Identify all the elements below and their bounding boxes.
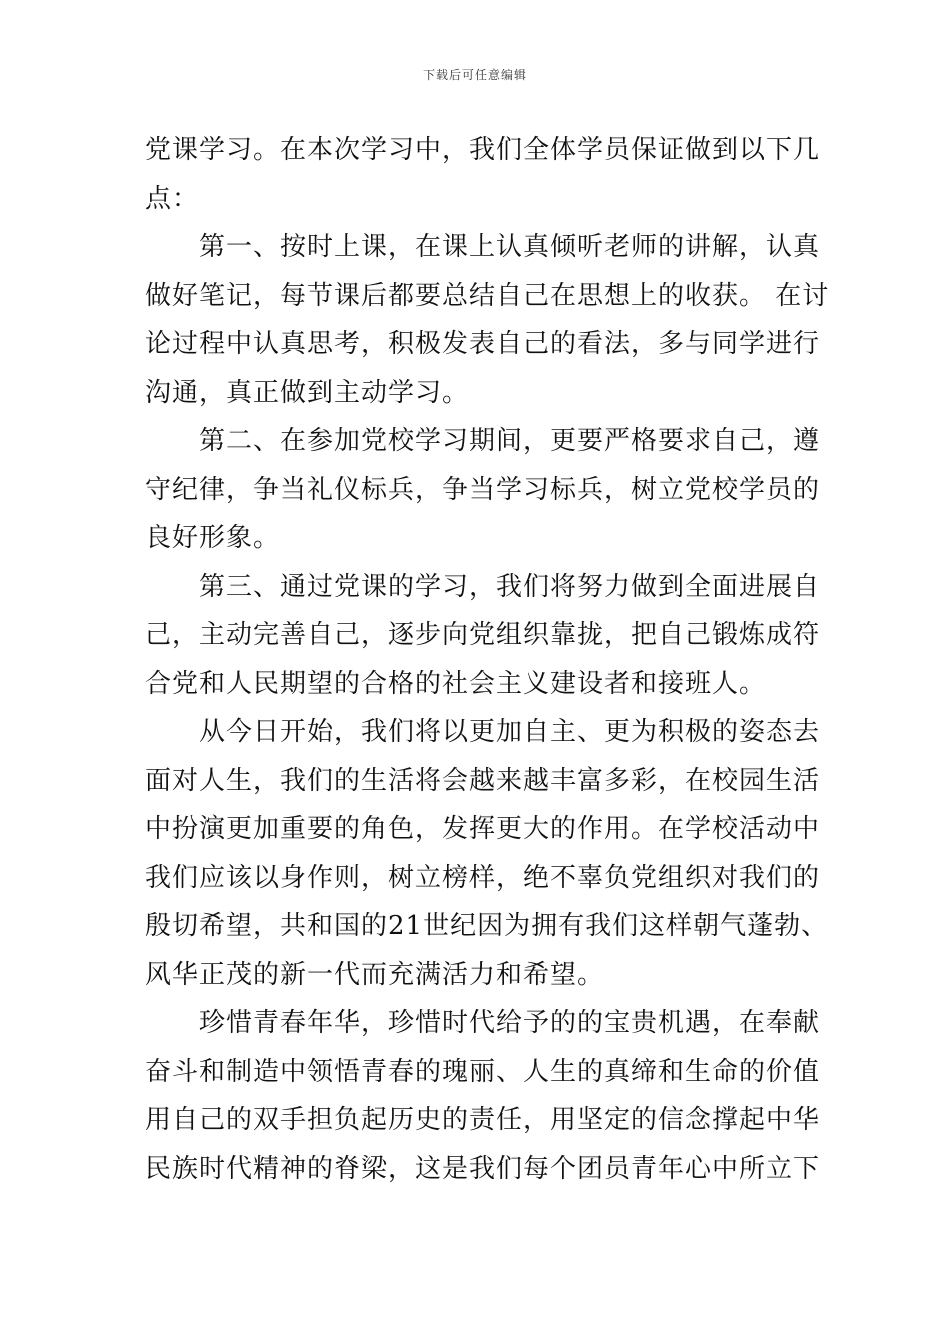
text-line: 奋斗和制造中领悟青春的瑰丽、人生的真缔和生命的价值 — [145, 1056, 821, 1087]
paragraph-4 — [145, 563, 821, 709]
text-line: 殷切希望，共和国的21世纪因为拥有我们这样朝气蓬勃、 — [145, 911, 829, 941]
text-line: 从今日开始，我们将以更加自主、更为积极的姿态去 — [199, 717, 821, 747]
text-line: 我们应该以身作则，树立榜样，绝不辜负党组织对我们的 — [145, 862, 821, 893]
text-line: 良好形象。 — [145, 523, 281, 553]
text-line: 用自己的双手担负起历史的责任，用坚定的信念撑起中华 — [145, 1105, 821, 1135]
text-line: 面对人生，我们的生活将会越来越丰富多彩，在校园生活 — [145, 765, 821, 796]
text-line: 第三、通过党课的学习，我们将努力做到全面进展自 — [199, 571, 821, 602]
paragraph-3 — [145, 417, 821, 563]
text-line: 风华正茂的新一代而充满活力和希望。 — [145, 959, 605, 990]
text-line: 合党和人民期望的合格的社会主义建设者和接班人。 — [145, 668, 767, 699]
page-header: 下载后可任意编辑 — [422, 68, 527, 82]
paragraph-1 — [145, 126, 821, 223]
text-line: 党课学习。在本次学习中，我们全体学员保证做到以下几 — [145, 135, 821, 165]
paragraph-6 — [145, 999, 821, 1193]
text-line: 论过程中认真思考，积极发表自己的看法，多与同学进行 — [145, 329, 821, 359]
text-line: 沟通，真正做到主动学习。 — [145, 377, 470, 408]
paragraph-2 — [145, 223, 830, 417]
text-line: 守纪律，争当礼仪标兵，争当学习标兵，树立党校学员的 — [145, 474, 821, 505]
text-line: 做好笔记，每节课后都要总结自己在思想上的收获。 在讨 — [145, 280, 830, 311]
text-line: 第二、在参加党校学习期间，更要严格要求自己，遵 — [199, 426, 821, 456]
text-line: 中扮演更加重要的角色，发挥更大的作用。在学校活动中 — [145, 814, 821, 844]
text-line: 珍惜青春年华，珍惜时代给予的的宝贵机遇，在奉献 — [199, 1008, 821, 1038]
text-line: 点： — [145, 183, 200, 214]
text-line: 第一、按时上课，在课上认真倾听老师的讲解，认真 — [199, 232, 821, 262]
document-body — [145, 126, 830, 1193]
text-line: 己，主动完善自己，逐步向党组织靠拢，把自己锻炼成符 — [145, 620, 821, 650]
text-line: 民族时代精神的脊梁，这是我们每个团员青年心中所立下 — [145, 1153, 821, 1184]
paragraph-5 — [145, 708, 829, 999]
